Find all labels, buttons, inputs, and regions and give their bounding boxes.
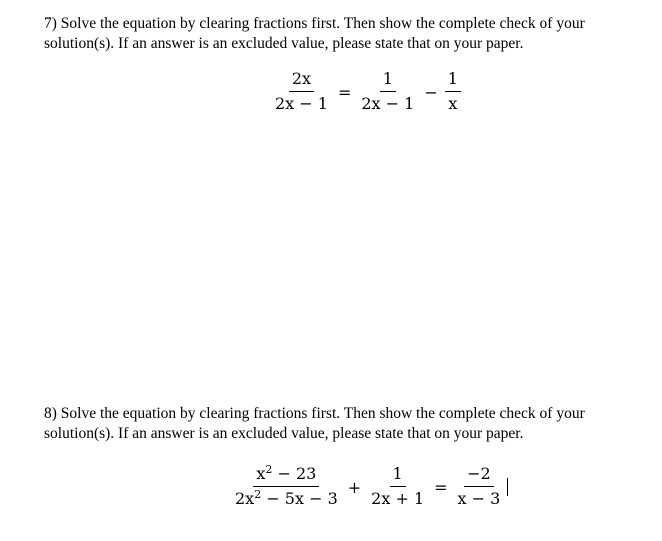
- problem-8-equation: [230, 463, 508, 510]
- numerator: $x^2 - 23$: [253, 463, 319, 487]
- denominator: 2x − 1: [275, 94, 328, 113]
- fraction-neg2-over-x-minus-3: [455, 463, 504, 510]
- numerator: 1: [380, 68, 396, 92]
- problem-8-instructions: 8) Solve the equation by clearing fractions first. Then show the complete check of your solution(s). If an answer is an excluded value, please state that on your paper.: [44, 405, 585, 442]
- numerator: 1: [445, 68, 461, 92]
- fraction-2x-over-2x-minus-1: [272, 68, 331, 115]
- denominator: $2x^2 - 5x - 3$: [235, 488, 338, 508]
- plus-sign: +: [347, 478, 362, 497]
- minus-sign: −: [424, 83, 438, 102]
- denominator: 2x − 1: [361, 94, 415, 113]
- text-cursor: [507, 478, 508, 496]
- problem-7-instructions: 7) Solve the equation by clearing fractions first. Then show the complete check of your solution(s). If an answer is an excluded value, please state that on your paper.: [44, 15, 585, 52]
- denominator: 2x + 1: [371, 489, 425, 508]
- equals-sign: =: [337, 83, 352, 102]
- denominator: x: [448, 94, 458, 113]
- numerator: −2: [464, 463, 494, 487]
- denominator: x − 3: [457, 489, 501, 508]
- fraction-1-over-2x-minus-1: [358, 68, 417, 115]
- equals-sign: =: [434, 478, 448, 497]
- fraction-1-over-2x-plus-1: [368, 463, 427, 510]
- numerator: 1: [390, 463, 406, 487]
- fraction-1-over-x: [445, 68, 461, 115]
- fraction-quadratic: [232, 463, 341, 510]
- numerator: 2x: [289, 68, 314, 92]
- problem-7-equation: [270, 68, 463, 115]
